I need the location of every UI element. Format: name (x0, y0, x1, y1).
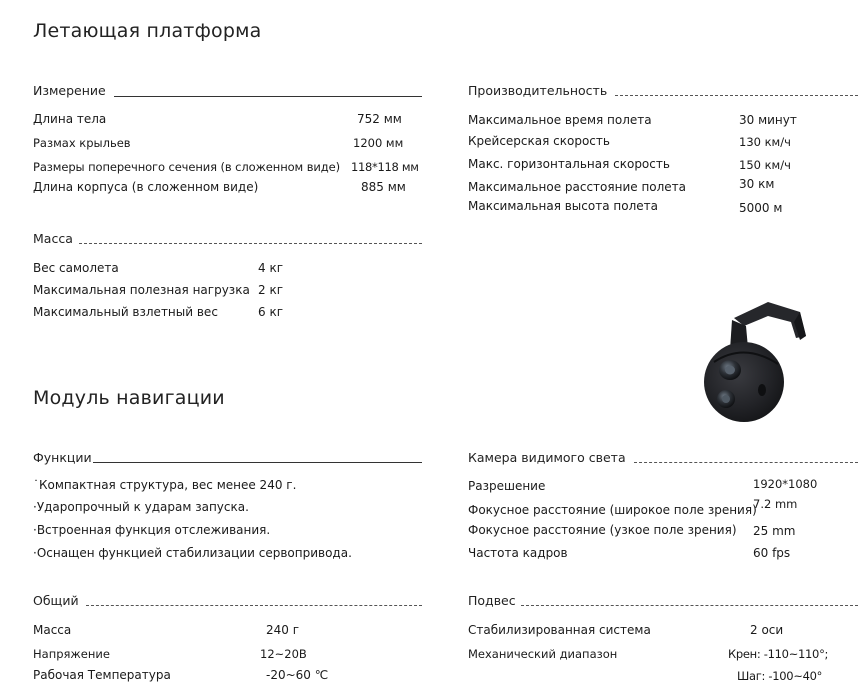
spec-label: Макс. горизонтальная скорость (468, 157, 670, 171)
spec-label: Крейсерская скорость (468, 134, 610, 148)
spec-value: 130 км/ч (739, 135, 791, 149)
spec-value: 240 г (266, 623, 300, 637)
mass-heading: Масса (33, 231, 73, 246)
functions-divider (93, 462, 422, 463)
spec-label: Масса (33, 623, 72, 637)
spec-value: 2 кг (258, 283, 284, 297)
spec-label: Максимальное время полета (468, 113, 652, 127)
spec-label: Стабилизированная система (468, 623, 651, 637)
spec-value: Крен: -110~110°; (728, 647, 829, 661)
spec-value: 12~20В (260, 647, 307, 661)
spec-value: 1920*1080 (753, 477, 818, 491)
spec-value: 2 оси (750, 623, 784, 637)
spec-value: -20~60 ℃ (266, 668, 329, 682)
spec-value: 30 км (739, 177, 775, 191)
platform-title: Летающая платформа (33, 20, 262, 42)
spec-value: 7.2 mm (753, 497, 798, 511)
spec-label: Максимальная полезная нагрузка (33, 283, 250, 297)
spec-value: 885 мм (361, 180, 406, 194)
spec-value: 25 mm (753, 524, 796, 538)
spec-label: Частота кадров (468, 546, 568, 560)
dimensions-heading: Измерение (33, 83, 106, 98)
spec-label: Механический диапазон (468, 647, 618, 661)
camera-heading: Камера видимого света (468, 450, 626, 465)
spec-label: Размах крыльев (33, 136, 131, 150)
spec-value: 1200 мм (353, 136, 404, 150)
navigation-title: Модуль навигации (33, 387, 225, 409)
spec-label: Рабочая Температура (33, 668, 171, 682)
spec-value: 150 км/ч (739, 158, 791, 172)
spec-value: 5000 м (739, 201, 783, 215)
spec-value: 118*118 мм (351, 160, 419, 174)
spec-value: Шаг: -100~40° (737, 669, 823, 683)
general-heading: Общий (33, 593, 79, 608)
feature-item: ·Встроенная функция отслеживания. (33, 523, 271, 537)
gimbal-divider (521, 605, 858, 606)
spec-label: Вес самолета (33, 261, 119, 275)
spec-value: 60 fps (753, 546, 791, 560)
spec-label: Максимальная высота полета (468, 199, 658, 213)
spec-label: Напряжение (33, 647, 110, 661)
gimbal-heading: Подвес (468, 593, 516, 608)
gimbal-camera-image (696, 296, 836, 426)
mass-divider (79, 243, 422, 244)
performance-divider (615, 95, 858, 96)
spec-label: Разрешение (468, 479, 546, 493)
spec-label: Фокусное расстояние (узкое поле зрения) (468, 523, 737, 537)
dimensions-divider (114, 96, 422, 97)
camera-divider (634, 462, 858, 463)
general-divider (86, 605, 422, 606)
spec-label: Длина корпуса (в сложенном виде) (33, 180, 259, 194)
spec-label: Максимальное расстояние полета (468, 180, 687, 194)
feature-item: ·Ударопрочный к ударам запуска. (33, 500, 249, 514)
spec-value: 30 минут (739, 113, 797, 127)
functions-heading: Функции (33, 450, 92, 465)
performance-heading: Производительность (468, 83, 608, 98)
spec-label: Фокусное расстояние (широкое поле зрения) (468, 503, 757, 517)
feature-item: ·Оснащен функцией стабилизации сервопривода. (33, 546, 352, 560)
spec-value: 6 кг (258, 305, 284, 319)
spec-value: 752 мм (357, 112, 402, 126)
feature-item: ˙Компактная структура, вес менее 240 г. (33, 478, 297, 492)
spec-label: Длина тела (33, 112, 107, 126)
spec-label: Максимальный взлетный вес (33, 305, 218, 319)
spec-label: Размеры поперечного сечения (в сложенном виде) (33, 160, 340, 174)
spec-value: 4 кг (258, 261, 284, 275)
